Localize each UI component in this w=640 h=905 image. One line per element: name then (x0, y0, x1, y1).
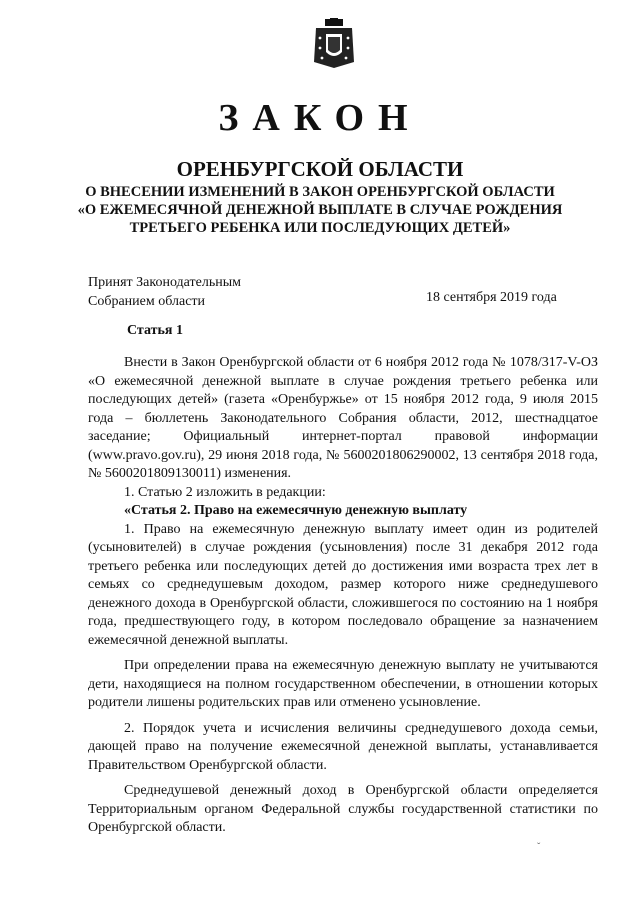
adoption-date: 18 сентября 2019 года (426, 290, 557, 305)
paragraph: 1. Право на ежемесячную денежную выплату имеет один из родителей (усыновителей) в случае рождения (усыновления) после 31 декабря 2012 года третьего ребенка или последующих детей до достижения ими возраста трех лет в семьях со среднедушевым доходом, размер которого ниже среднедушевого денежного дохода в Оренбургской области, сложившегося по состоянию на 1 ноября года, предшествующего году, в котором последовало обращение за назначением ежемесячной денежной выплаты. (88, 521, 598, 648)
law-title: ЗАКОН (218, 97, 422, 139)
adoption-line: Собранием области (88, 294, 206, 309)
region-title: ОРЕНБУРГСКОЙ ОБЛАСТИ (176, 157, 464, 181)
paragraph: При определении права на ежемесячную денежную выплату не учитываются дети, находящиеся на полном государственном обеспечении, в отношении которых родители лишены родительских прав или отменено усыновление. (88, 658, 598, 710)
paragraph: 1. Статью 2 изложить в редакции: (124, 484, 326, 500)
subtitle-line: «О ЕЖЕМЕСЯЧНОЙ ДЕНЕЖНОЙ ВЫПЛАТЕ В СЛУЧАЕ РОЖДЕНИЯ (77, 202, 563, 218)
subtitle-line: О ВНЕСЕНИИ ИЗМЕНЕНИЙ В ЗАКОН ОРЕНБУРГСКОЙ ОБЛАСТИ (85, 184, 555, 200)
law-subtitle (40, 183, 600, 237)
paragraph: 2. Порядок учета и исчисления величины среднедушевого дохода семьи, дающей право на получение ежемесячной денежной выплаты, устанавливается Правительством Оренбургской области. (88, 720, 598, 773)
paragraph: Среднедушевой денежный доход в Оренбургской области определяется Территориальным органом Федеральной службы государственной статистики по Оренбургской области. (88, 783, 598, 835)
adoption-line: Принят Законодательным (88, 275, 241, 290)
article-body (88, 354, 598, 838)
article-heading: Статья 1 (127, 323, 183, 338)
paragraph: Внести в Закон Оренбургской области от 6 ноября 2012 года № 1078/317-V-ОЗ «О ежемесячной денежной выплате в случае рождения третьего ребенка или последующих детей» (газета «Оренбуржье» от 15 ноября 2012 года, 9 июля 2015 года – бюллетень Законодательного Собрания области, 2012, шестнадцатое заседание; Официальный интернет-портал правовой информации (www.pravo.gov.ru), 29 июня 2018 года, № 5600201806290002, 13 сентября 2018 года, № 5600201809130011) изменения. (88, 355, 598, 481)
paragraph: «Статья 2. Право на ежемесячную денежную выплату (124, 503, 468, 518)
adoption-info (88, 273, 241, 311)
subtitle-line: ТРЕТЬЕГО РЕБЕНКА ИЛИ ПОСЛЕДУЮЩИХ ДЕТЕЙ» (129, 220, 511, 236)
coat-of-arms-icon (312, 18, 356, 70)
scan-mark: ˇ (537, 842, 541, 853)
